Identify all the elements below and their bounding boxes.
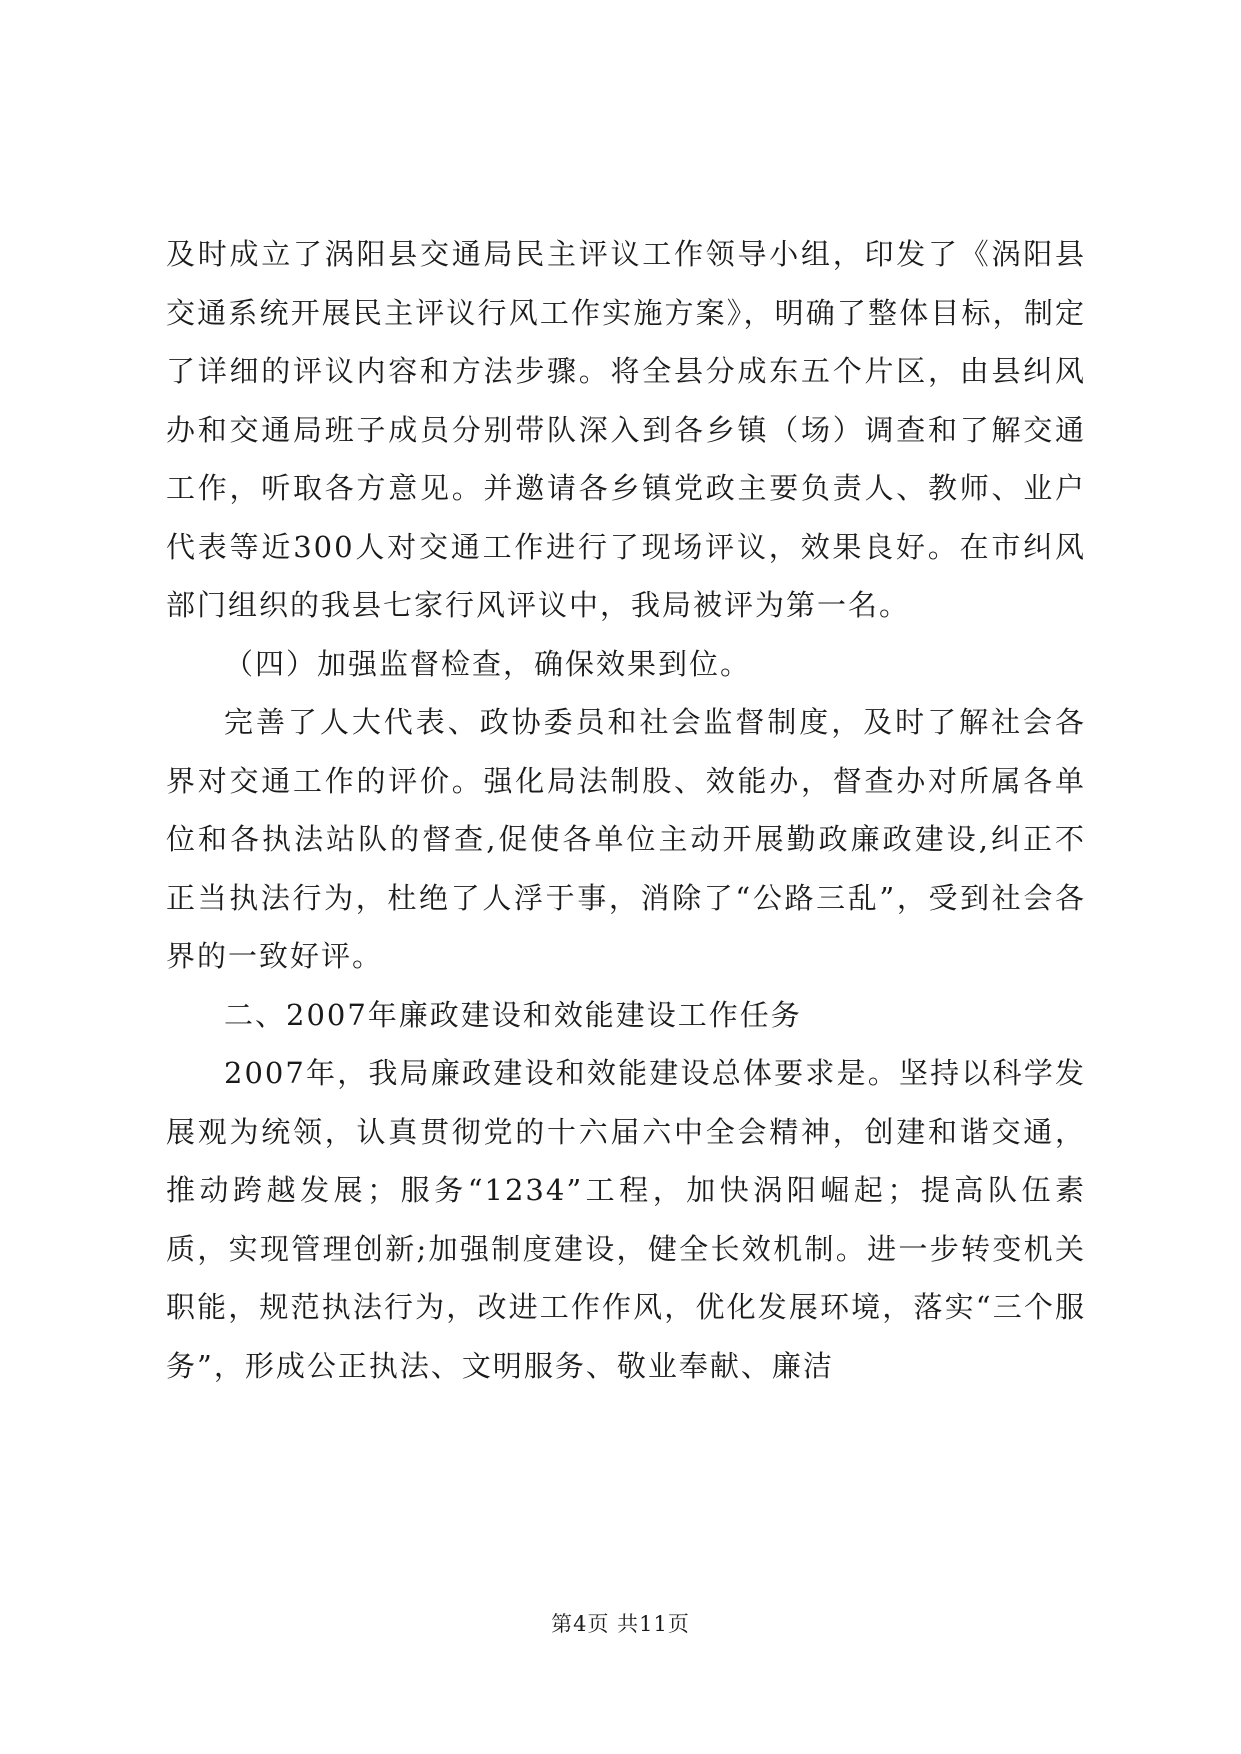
document-body	[166, 225, 1086, 1395]
section-heading-two: 二、2007年廉政建设和效能建设工作任务	[224, 997, 802, 1032]
paragraph-continuation: 及时成立了涡阳县交通局民主评议工作领导小组，印发了《涡阳县交通系统开展民主评议行风工作实施方案》，明确了整体目标，制定了详细的评议内容和方法步骤。将全县分成东五个片区，由县纠风办和交通局班子成员分别带队深入到各乡镇（场）调查和了解交通工作，听取各方意见。并邀请各乡镇党政主要负责人、教师、业户代表等近300人对交通工作进行了现场评议，效果良好。在市纠风部门组织的我县七家行风评议中，我局被评为第一名。	[166, 237, 1086, 622]
section-heading-four: （四）加强监督检查，确保效果到位。	[224, 646, 752, 681]
paragraph-2007-requirements: 2007年，我局廉政建设和效能建设总体要求是。坚持以科学发展观为统领，认真贯彻党的十六届六中全会精神，创建和谐交通，推动跨越发展；服务“1234”工程，加快涡阳崛起；提高队伍素质，实现管理创新;加强制度建设，健全长效机制。进一步转变机关职能，规范执法行为，改进工作作风，优化发展环境，落实“三个服务”，形成公正执法、文明服务、敬业奉献、廉洁	[166, 1056, 1086, 1383]
paragraph-supervision: 完善了人大代表、政协委员和社会监督制度，及时了解社会各界对交通工作的评价。强化局法制股、效能办，督查办对所属各单位和各执法站队的督查,促使各单位主动开展勤政廉政建设,纠正不正当执法行为，杜绝了人浮于事，消除了“公路三乱”，受到社会各界的一致好评。	[166, 705, 1086, 973]
page-footer: 第4页 共11页	[551, 1612, 690, 1636]
